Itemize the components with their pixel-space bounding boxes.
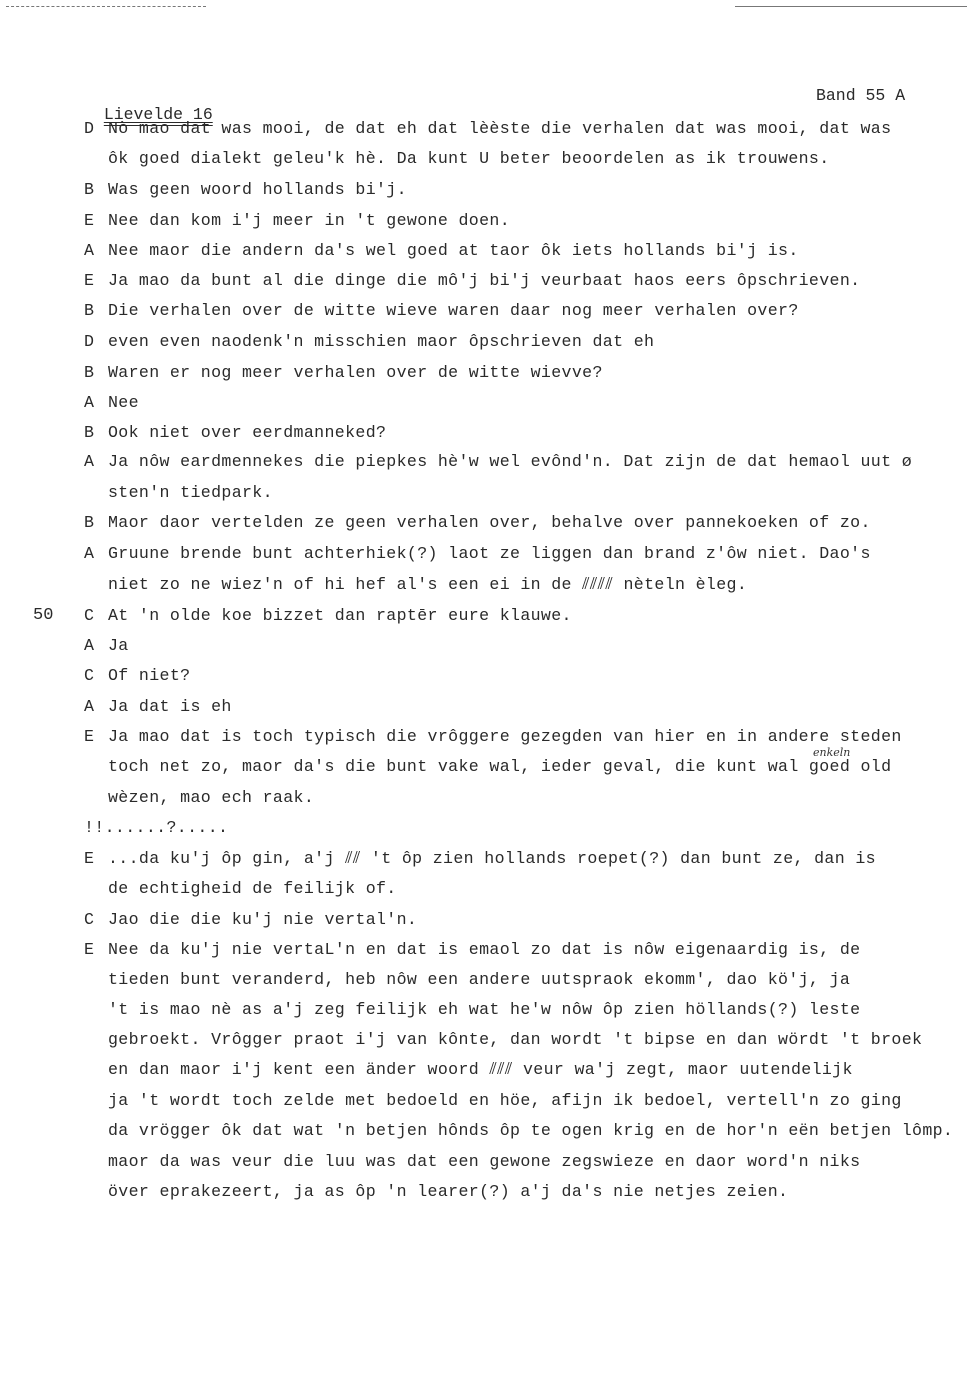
utterance-text: Nò mao dat was mooi, de dat eh dat lèèste die verhalen dat was mooi, dat was <box>108 119 892 138</box>
transcript-line <box>84 301 799 321</box>
transcript-line: ja 't wordt toch zelde met bedoeld en höe, afijn ik bedoel, vertell'n zo ging <box>108 1091 902 1110</box>
speaker-label: A <box>84 544 95 563</box>
transcript-line: wèzen, mao ech raak. <box>108 788 315 807</box>
speaker-label: A <box>84 393 95 412</box>
utterance-text: Nee da ku'j nie vertaL'n en dat is emaol zo dat is nôw eigenaardig is, de <box>108 940 861 959</box>
speaker-label: A <box>84 697 95 716</box>
transcript-line <box>84 697 232 717</box>
location-label: Lievelde 16 <box>103 105 213 124</box>
transcript-line: da vrögger ôk dat wat 'n betjen hônds ôp te ogen krig en de hor'n eën betjen lômp. <box>108 1121 954 1140</box>
speaker-label: B <box>84 513 95 532</box>
transcript-line: 't is mao nè as a'j zeg feilijk eh wat he'w nôw ôp zien höllands(?) leste <box>108 1000 861 1019</box>
utterance-text: Ja nôw eardmennekes die piepkes hè'w wel evônd'n. Dat zijn de dat hemaol uut ø <box>108 452 913 471</box>
utterance-text: Of niet? <box>108 666 191 685</box>
utterance-text: Nee maor die andern da's wel goed at taor ôk iets hollands bi'j is. <box>108 241 799 260</box>
transcript-line <box>84 940 860 960</box>
utterance-text: Maor daor vertelden ze geen verhalen over, behalve over pannekoeken of zo. <box>108 513 871 532</box>
speaker-label: E <box>84 849 95 868</box>
transcript-line <box>84 423 386 443</box>
speaker-label: C <box>84 910 95 929</box>
utterance-text: Ja mao da bunt al die dinge die mô'j bi'j veurbaat haos eers ôpschrieven. <box>108 271 861 290</box>
transcript-line <box>84 363 603 383</box>
transcript-line <box>84 666 190 686</box>
transcript-line: en dan maor i'j kent een änder woord ⫽⫽⫽ veur wa'j zegt, maor uutendelijk <box>108 1060 853 1079</box>
utterance-text: Ja <box>108 636 129 655</box>
utterance-text: Nee dan kom i'j meer in 't gewone doen. <box>108 211 511 230</box>
speaker-label: E <box>84 727 95 746</box>
speaker-label: E <box>84 271 95 290</box>
transcript-line <box>84 393 139 413</box>
utterance-text: At 'n olde koe bizzet dan raptēr eure klauwe. <box>108 606 572 625</box>
transcript-line <box>84 271 860 291</box>
transcript-line: gebroekt. Vrôgger praot i'j van kônte, dan wordt 't bipse en dan wördt 't broek <box>108 1030 923 1049</box>
speaker-label: B <box>84 301 95 320</box>
utterance-text: Gruune brende bunt achterhiek(?) laot ze liggen dan brand z'ôw niet. Dao's <box>108 544 871 563</box>
transcript-line <box>84 849 876 869</box>
transcript-line <box>84 636 129 656</box>
speaker-label: A <box>84 636 95 655</box>
transcript-line: !!......?..... <box>84 818 229 837</box>
speaker-label: B <box>84 363 95 382</box>
utterance-text: Waren er nog meer verhalen over de witte wievve? <box>108 363 603 382</box>
speaker-label: A <box>84 241 95 260</box>
transcript-line <box>84 910 417 930</box>
transcript-line <box>84 332 654 352</box>
utterance-text: Jao die die ku'j nie vertal'n. <box>108 910 418 929</box>
transcript-line: tieden bunt veranderd, heb nôw een andere uutspraok ekomm', dao kö'j, ja <box>108 970 851 989</box>
page-header-right: Band 55 A <box>816 86 906 105</box>
speaker-label: C <box>84 666 95 685</box>
transcript-line <box>84 241 799 261</box>
transcript-line <box>84 544 871 564</box>
transcript-line <box>84 452 912 472</box>
utterance-text: Die verhalen over de witte wieve waren daar nog meer verhalen over? <box>108 301 799 320</box>
transcript-line: de echtigheid de feilijk of. <box>108 879 397 898</box>
speaker-label: C <box>84 606 95 625</box>
transcript-line <box>84 513 871 533</box>
speaker-label: B <box>84 423 95 442</box>
transcript-line: över eprakezeert, ja as ôp 'n learer(?) a'j da's nie netjes zeien. <box>108 1182 789 1201</box>
utterance-text: Ja dat is eh <box>108 697 232 716</box>
transcript-line <box>84 606 572 626</box>
scan-border-left <box>6 6 206 7</box>
transcript-line <box>84 180 407 200</box>
handwritten-annotation: enkeln <box>813 746 851 759</box>
utterance-text: ...da ku'j ôp gin, a'j ⫽⫽ 't ôp zien hollands roepet(?) dan bunt ze, dan is <box>108 849 876 868</box>
transcript-line <box>84 119 891 139</box>
scan-border-right <box>735 6 967 7</box>
speaker-label: B <box>84 180 95 199</box>
transcript-line: niet zo ne wiez'n of hi hef al's een ei in de ⫽⫽⫽⫽ nèteln èleg. <box>108 575 748 594</box>
transcript-line <box>84 727 902 747</box>
transcript-line: toch net zo, maor da's die bunt vake wal, ieder geval, die kunt wal goed old <box>108 757 892 776</box>
utterance-text: Nee <box>108 393 139 412</box>
speaker-label: A <box>84 452 95 471</box>
utterance-text: Was geen woord hollands bi'j. <box>108 180 407 199</box>
utterance-text: Ja mao dat is toch typisch die vrôggere gezegden van hier en in andere steden <box>108 727 902 746</box>
speaker-label: E <box>84 940 95 959</box>
utterance-text: Ook niet over eerdmanneked? <box>108 423 387 442</box>
transcript-line: ôk goed dialekt geleu'k hè. Da kunt U beter beoordelen as ik trouwens. <box>108 149 830 168</box>
speaker-label: D <box>84 119 95 138</box>
transcript-line <box>84 211 510 231</box>
transcript-line: sten'n tiedpark. <box>108 483 273 502</box>
speaker-label: E <box>84 211 95 230</box>
speaker-label: D <box>84 332 95 351</box>
line-number-marker: 50 <box>33 606 54 625</box>
utterance-text: even even naodenk'n misschien maor ôpschrieven dat eh <box>108 332 655 351</box>
transcript-line: maor da was veur die luu was dat een gewone zegswieze en daor word'n niks <box>108 1152 861 1171</box>
